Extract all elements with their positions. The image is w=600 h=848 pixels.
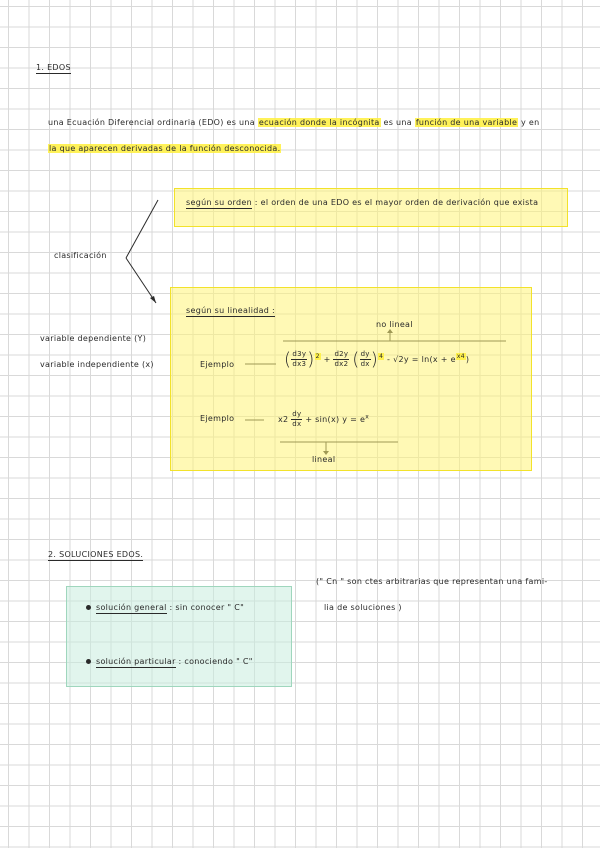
- nonlinear-label: no lineal: [376, 320, 413, 329]
- bullet-icon: [86, 659, 91, 664]
- dy-dx-frac: $\frac{dy}{dx}$: [292, 410, 302, 428]
- example2-label: Ejemplo: [200, 414, 235, 423]
- definition-part2: es una: [380, 118, 415, 127]
- example1-equation: ( $\frac{d3y}{dx3}$ )$^2$ + $\frac{d2y}{dx2}$ ( $\frac{dy}{dx}$ )$^4 - √2y = \ln(x + e^{x4})$: [284, 349, 470, 370]
- order-line: [186, 198, 538, 207]
- linear-label: lineal: [312, 455, 336, 464]
- general-solution-label: solución general: [96, 603, 167, 612]
- d3y-frac: $\frac{d3y}{dx3}$: [292, 350, 307, 368]
- example1-label: Ejemplo: [200, 360, 235, 369]
- particular-solution: [86, 657, 253, 666]
- general-solution-text: : sin conocer " C": [169, 603, 245, 612]
- definition-highlight2: función de una variable: [415, 118, 518, 127]
- d2y-frac: $\frac{d2y}{dx2}$: [334, 350, 349, 368]
- bullet-icon: [86, 605, 91, 610]
- general-solution: [86, 603, 244, 612]
- definition-line1: [48, 118, 540, 127]
- definition-highlight1: ecuación donde la incógnita: [258, 118, 380, 127]
- particular-solution-text: : conociendo " C": [178, 657, 253, 666]
- dependent-variable: variable dependiente (Y): [40, 334, 147, 343]
- definition-part3: y en: [518, 118, 540, 127]
- definition-line2: [48, 144, 281, 153]
- note-line1: (" Cn " son ctes arbitrarias que representan una fami-: [316, 577, 548, 586]
- order-text: : el orden de una EDO es el mayor orden de derivación que exista: [254, 198, 539, 207]
- classification-label: clasificación: [54, 251, 107, 260]
- note-line2: lia de soluciones ): [324, 603, 402, 612]
- definition-part1: una Ecuación Diferencial ordinaria (EDO) es una: [48, 118, 258, 127]
- section1-title: 1. EDOS: [36, 63, 71, 72]
- linearity-label: según su linealidad :: [186, 306, 276, 315]
- independent-variable: variable independiente (x): [40, 360, 154, 369]
- particular-solution-label: solución particular: [96, 657, 176, 666]
- solutions-box: [66, 586, 292, 687]
- dy-frac: $\frac{dy}{dx}$: [360, 350, 370, 368]
- example2-equation: x2 $\frac{dy}{dx}$ + sin(x) $y = e^x$: [278, 410, 370, 428]
- order-label: según su orden: [186, 198, 252, 207]
- section2-title: 2. SOLUCIONES EDOS.: [48, 550, 144, 559]
- definition-highlight3: la que aparecen derivadas de la función desconocida.: [49, 144, 281, 153]
